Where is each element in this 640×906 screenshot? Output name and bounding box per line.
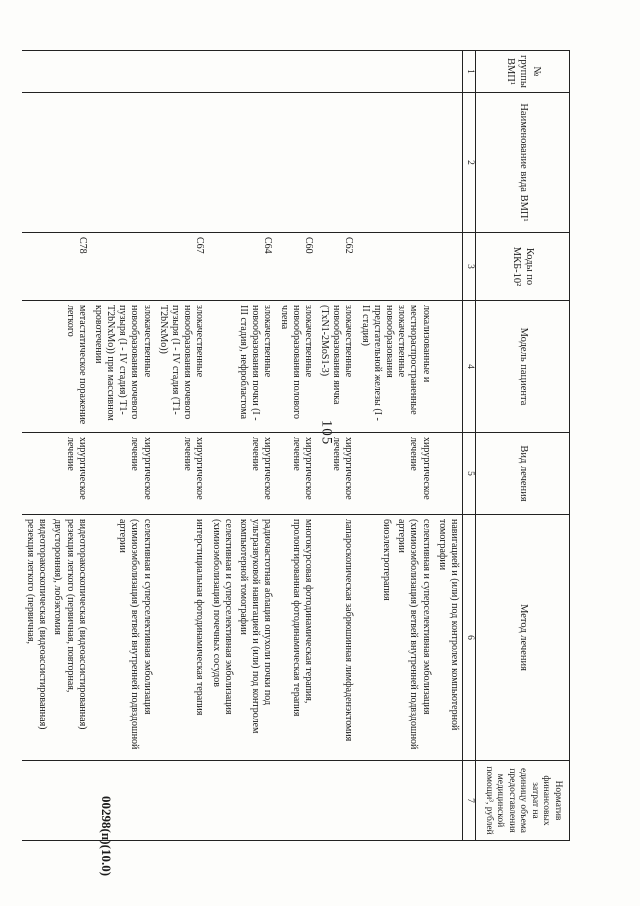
col-number: 3 — [463, 233, 476, 301]
table-sheet — [25, 50, 570, 850]
header-treatment-type: Вид лечения — [476, 433, 570, 515]
cell-patient-model: злокачественные новообразования мочевого пузыря (I - IV стадия) T1-T2bNxMo)) при массивном кровотечении — [90, 301, 155, 433]
cell-icd-code: C67 — [155, 233, 208, 301]
cell-icd-code: C60 — [275, 233, 316, 301]
cell-patient-model: злокачественные новообразования полового члена — [275, 301, 316, 433]
cell-treatment-type: хирургическое лечение — [357, 433, 434, 515]
cell-patient-model — [434, 301, 463, 433]
cell-vmp-name — [434, 93, 463, 233]
cell-icd-code — [90, 233, 155, 301]
table-row — [22, 51, 90, 841]
table-row — [155, 51, 208, 841]
cell-cost-norm — [434, 761, 463, 841]
col-number: 1 — [463, 51, 476, 93]
table-row — [207, 51, 275, 841]
cell-group-number — [207, 51, 275, 93]
cell-treatment-method — [316, 515, 357, 761]
cell-cost-norm — [22, 761, 90, 841]
cell-treatment-type — [434, 433, 463, 515]
cell-icd-code: C64 — [207, 233, 275, 301]
cell-group-number — [275, 51, 316, 93]
cell-treatment-method — [434, 515, 463, 761]
treatment-method-item: интерстициальная фотодинамическая терапия — [194, 519, 206, 716]
cell-treatment-type: хирургическое лечение — [155, 433, 208, 515]
cell-treatment-type: хирургическое лечение — [207, 433, 275, 515]
cell-treatment-type: хирургическое лечение — [316, 433, 357, 515]
treatment-method-item: многокурсовая фотодинамическая терапия, пролонгированная фотодинамическая терапия — [290, 519, 314, 717]
table-row — [316, 51, 357, 841]
treatment-method-item: лапароскопическая забрюшинная лимфаденэктомия — [343, 519, 355, 742]
cell-patient-model: злокачественные новообразования почки (I - III стадия), нефробластома — [207, 301, 275, 433]
treatment-method-item: навигацией и (или) под контролем компьютерной томографии — [436, 519, 460, 731]
cell-cost-norm — [207, 761, 275, 841]
treatment-method-item: видеоторакоскопическая (видеоассистированная) резекция легкого (первичная, — [25, 519, 49, 730]
col-number: 5 — [463, 433, 476, 515]
footer-code: 00298(п)(10.0) — [99, 795, 114, 877]
table-row — [90, 51, 155, 841]
cell-cost-norm — [316, 761, 357, 841]
table-row — [357, 51, 434, 841]
cell-treatment-type: хирургическое лечение — [275, 433, 316, 515]
cell-icd-code: C62 — [316, 233, 357, 301]
col-number: 6 — [463, 515, 476, 761]
table-body — [22, 51, 463, 841]
header-treatment-method: Метод лечения — [476, 515, 570, 761]
header-vmp-name: Наименование вида ВМП¹ — [476, 93, 570, 233]
treatment-method-item: биоэлектротерапия — [381, 519, 393, 601]
cell-vmp-name — [155, 93, 208, 233]
cell-icd-code — [357, 233, 434, 301]
table-row — [434, 51, 463, 841]
col-number: 7 — [463, 761, 476, 841]
header-cost-norm: Норматив финансовых затрат на единицу объема предоставления медицинской помощи³, рублей — [476, 761, 570, 841]
cell-patient-model: злокачественные новообразования мочевого пузыря (I - IV стадия (T1-T2bNxMo)) — [155, 301, 208, 433]
treatment-method-item: селективная и суперселективная эмболизация (химиоэмболизация) ветвей внутренней подвздошной артерии — [396, 519, 432, 750]
cell-treatment-type: хирургическое лечение — [22, 433, 90, 515]
col-number: 2 — [463, 93, 476, 233]
cell-treatment-method — [90, 515, 155, 761]
vmp-table — [22, 50, 570, 841]
cell-group-number — [22, 51, 90, 93]
treatment-method-item: селективная и суперселективная эмболизация (химиоэмболизация) почечных сосудов — [210, 519, 234, 715]
header-row — [476, 51, 570, 841]
cell-vmp-name — [275, 93, 316, 233]
cell-group-number — [316, 51, 357, 93]
header-group-number: № группы ВМП¹ — [476, 51, 570, 93]
cell-group-number — [434, 51, 463, 93]
treatment-method-item: селективная и суперселективная эмболизация (химиоэмболизация) ветвей внутренней подвздошной артерии — [117, 519, 153, 750]
treatment-method-item: радиочастотная аблация опухоли почки под ультразвуковой навигацией и (или) под контролем компьютерной томографии — [238, 519, 274, 734]
cell-vmp-name — [316, 93, 357, 233]
cell-vmp-name — [22, 93, 90, 233]
cell-group-number — [357, 51, 434, 93]
table-row — [275, 51, 316, 841]
cell-vmp-name — [357, 93, 434, 233]
page-number: 105 — [318, 419, 335, 446]
header-patient-model: Модель пациента — [476, 301, 570, 433]
cell-treatment-method — [155, 515, 208, 761]
cell-group-number — [155, 51, 208, 93]
cell-cost-norm — [357, 761, 434, 841]
cell-icd-code: C78 — [22, 233, 90, 301]
cell-cost-norm — [275, 761, 316, 841]
header-icd-codes: Коды по МКБ-10² — [476, 233, 570, 301]
col-number: 4 — [463, 301, 476, 433]
cell-treatment-method — [357, 515, 434, 761]
cell-cost-norm — [155, 761, 208, 841]
cell-patient-model: метастатическое поражение легкого — [22, 301, 90, 433]
cell-treatment-method — [22, 515, 90, 761]
cell-patient-model: локализованные и местнораспространенные злокачественные новообразования предстательной железы (I - II стадия) — [357, 301, 434, 433]
cell-treatment-method — [275, 515, 316, 761]
cell-icd-code — [434, 233, 463, 301]
cell-vmp-name — [207, 93, 275, 233]
cell-treatment-type: хирургическое лечение — [90, 433, 155, 515]
cell-treatment-method — [207, 515, 275, 761]
rotated-page-area — [25, 50, 570, 850]
treatment-method-item: видеоторакоскопическая (видеоассистированная) резекция легкого (первичная, повторная, двусторонняя), лобэктомия — [52, 519, 88, 730]
cell-patient-model: злокачественные новообразования яичка (TxN1-2MoS1-3) — [316, 301, 357, 433]
column-number-row — [463, 51, 476, 841]
cell-vmp-name — [90, 93, 155, 233]
cell-group-number — [90, 51, 155, 93]
